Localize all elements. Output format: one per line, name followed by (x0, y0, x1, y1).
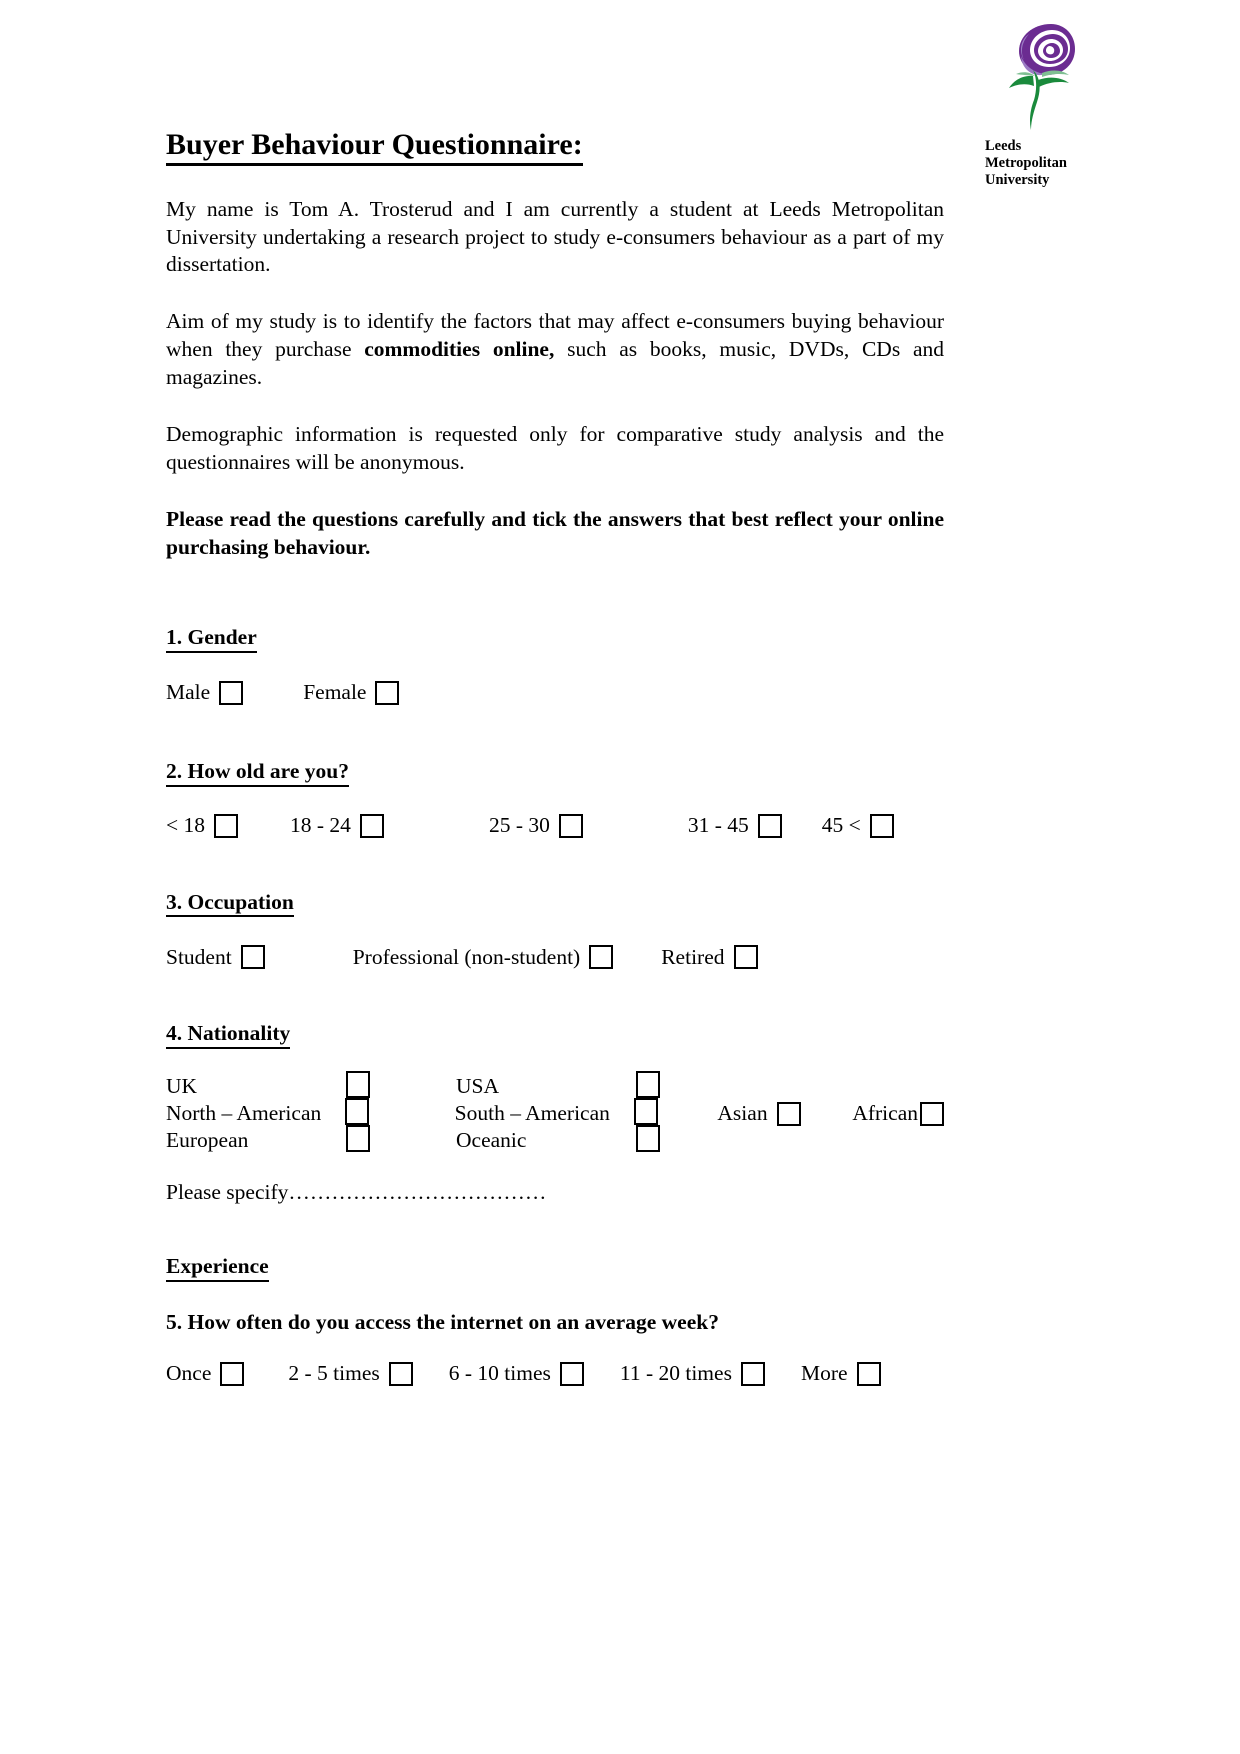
checkbox-nationality-oceanic[interactable] (636, 1125, 660, 1152)
checkbox-internet-2-5[interactable] (389, 1362, 413, 1386)
checkbox-age-under-18[interactable] (214, 814, 238, 838)
option-nationality-oceanic-label: Oceanic (456, 1127, 527, 1152)
option-internet-2-5-label: 2 - 5 times (288, 1360, 380, 1385)
checkbox-nationality-european[interactable] (346, 1125, 370, 1152)
option-internet-2-5[interactable] (288, 1362, 412, 1386)
option-occupation-professional-label: Professional (non-student) (352, 944, 581, 969)
nationality-grid (166, 1073, 944, 1154)
checkbox-internet-6-10[interactable] (560, 1362, 584, 1386)
please-specify-field[interactable]: Please specify……………………………… (166, 1180, 547, 1205)
option-nationality-african-label: African (852, 1100, 918, 1125)
option-female-label: Female (303, 680, 367, 705)
option-nationality-uk-label: UK (166, 1073, 198, 1098)
checkbox-internet-11-20[interactable] (741, 1362, 765, 1386)
question-1-heading: 1. Gender (166, 625, 257, 653)
option-age-under-18[interactable] (166, 814, 238, 838)
question-4-heading: 4. Nationality (166, 1021, 290, 1049)
option-internet-more-label: More (800, 1360, 848, 1385)
nationality-row-2 (166, 1100, 944, 1127)
checkbox-occupation-student[interactable] (241, 945, 265, 969)
option-nationality-north-american-label: North – American (166, 1100, 322, 1125)
checkbox-nationality-usa[interactable] (636, 1071, 660, 1098)
question-3-options (166, 945, 944, 969)
checkbox-internet-once[interactable] (220, 1362, 244, 1386)
university-name (985, 138, 1115, 189)
option-occupation-retired-label: Retired (661, 944, 725, 969)
question-1-block (166, 625, 944, 705)
intro-p2-after: such as books, music, DVDs, CDs and magazines. (166, 337, 944, 390)
option-age-31-45-label: 31 - 45 (687, 812, 749, 837)
option-age-over-45-label: 45 < (821, 812, 861, 837)
option-occupation-professional[interactable] (353, 945, 614, 969)
checkbox-occupation-professional[interactable] (589, 945, 613, 969)
question-5-block (166, 1310, 944, 1386)
option-internet-once-label: Once (166, 1360, 212, 1385)
checkbox-nationality-south-american[interactable] (634, 1098, 658, 1125)
checkbox-age-18-24[interactable] (360, 814, 384, 838)
option-nationality-european-label: European (166, 1127, 249, 1152)
option-occupation-retired[interactable] (661, 945, 757, 969)
page-title: Buyer Behaviour Questionnaire: (166, 128, 583, 166)
option-nationality-asian-label: Asian (717, 1100, 768, 1125)
checkbox-female[interactable] (375, 681, 399, 705)
checkbox-nationality-north-american[interactable] (345, 1098, 369, 1125)
question-2-heading: 2. How old are you? (166, 759, 349, 787)
intro-paragraph-3: Demographic information is requested only for comparative study analysis and the questionnaires will be anonymous. (166, 422, 944, 475)
question-3-block (166, 890, 944, 970)
question-5-heading: 5. How often do you access the internet on an average week? (166, 1309, 719, 1334)
option-nationality-south-american-label: South – American (454, 1100, 610, 1125)
logo-line-1: Leeds (985, 138, 1022, 154)
option-age-over-45[interactable] (822, 814, 894, 838)
instruction-paragraph: Please read the questions carefully and tick the answers that best reflect your online purchasing behaviour. (166, 507, 944, 560)
question-4-block (166, 1021, 944, 1206)
intro-paragraph-2 (166, 308, 944, 392)
nationality-row-1 (166, 1073, 944, 1100)
option-nationality-usa-label: USA (456, 1073, 500, 1098)
option-age-31-45[interactable] (688, 814, 782, 838)
option-internet-6-10-label: 6 - 10 times (448, 1360, 551, 1385)
checkbox-male[interactable] (219, 681, 243, 705)
option-age-25-30[interactable] (489, 814, 583, 838)
option-internet-11-20-label: 11 - 20 times (619, 1360, 732, 1385)
checkbox-nationality-asian[interactable] (777, 1102, 801, 1126)
question-3-heading: 3. Occupation (166, 890, 294, 918)
checkbox-occupation-retired[interactable] (734, 945, 758, 969)
question-2-options (166, 814, 944, 838)
intro-p2-bold: commodities online, (364, 337, 555, 362)
nationality-row-3 (166, 1127, 944, 1154)
option-male-label: Male (166, 680, 211, 705)
question-5-options (166, 1362, 944, 1386)
intro-p2-before: Aim of my study is to identify the factors that may affect e-consumers buying behaviour when they purchase (166, 309, 944, 362)
checkbox-internet-more[interactable] (857, 1362, 881, 1386)
logo-line-3: University (985, 172, 1050, 189)
checkbox-nationality-uk[interactable] (346, 1071, 370, 1098)
option-internet-6-10[interactable] (449, 1362, 584, 1386)
option-internet-11-20[interactable] (620, 1362, 765, 1386)
option-age-18-24[interactable] (290, 814, 384, 838)
checkbox-nationality-african[interactable] (920, 1102, 944, 1126)
option-occupation-student-label: Student (166, 944, 232, 969)
checkbox-age-25-30[interactable] (559, 814, 583, 838)
question-1-options (166, 681, 944, 705)
rose-logo-icon (989, 18, 1081, 136)
option-nationality-asian[interactable] (717, 1102, 800, 1126)
option-internet-once[interactable] (166, 1362, 244, 1386)
option-occupation-student[interactable] (166, 945, 265, 969)
intro-paragraph-1: My name is Tom A. Trosterud and I am currently a student at Leeds Metropolitan University undertaking a research project to study e-consumers behaviour as a part of my dissertation. (166, 196, 944, 277)
option-age-18-24-label: 18 - 24 (290, 812, 351, 837)
option-internet-more[interactable] (801, 1362, 881, 1386)
option-age-under-18-label: < 18 (166, 812, 206, 837)
question-2-block (166, 759, 944, 838)
logo-line-2: Metropolitan (985, 155, 1067, 172)
option-age-25-30-label: 25 - 30 (488, 812, 550, 837)
checkbox-age-over-45[interactable] (870, 814, 894, 838)
option-male[interactable] (166, 681, 243, 705)
option-female[interactable] (303, 681, 399, 705)
checkbox-age-31-45[interactable] (758, 814, 782, 838)
university-logo-block (985, 18, 1115, 189)
experience-section-heading: Experience (166, 1254, 269, 1282)
document-content (166, 128, 944, 1386)
option-nationality-african[interactable] (852, 1102, 944, 1126)
